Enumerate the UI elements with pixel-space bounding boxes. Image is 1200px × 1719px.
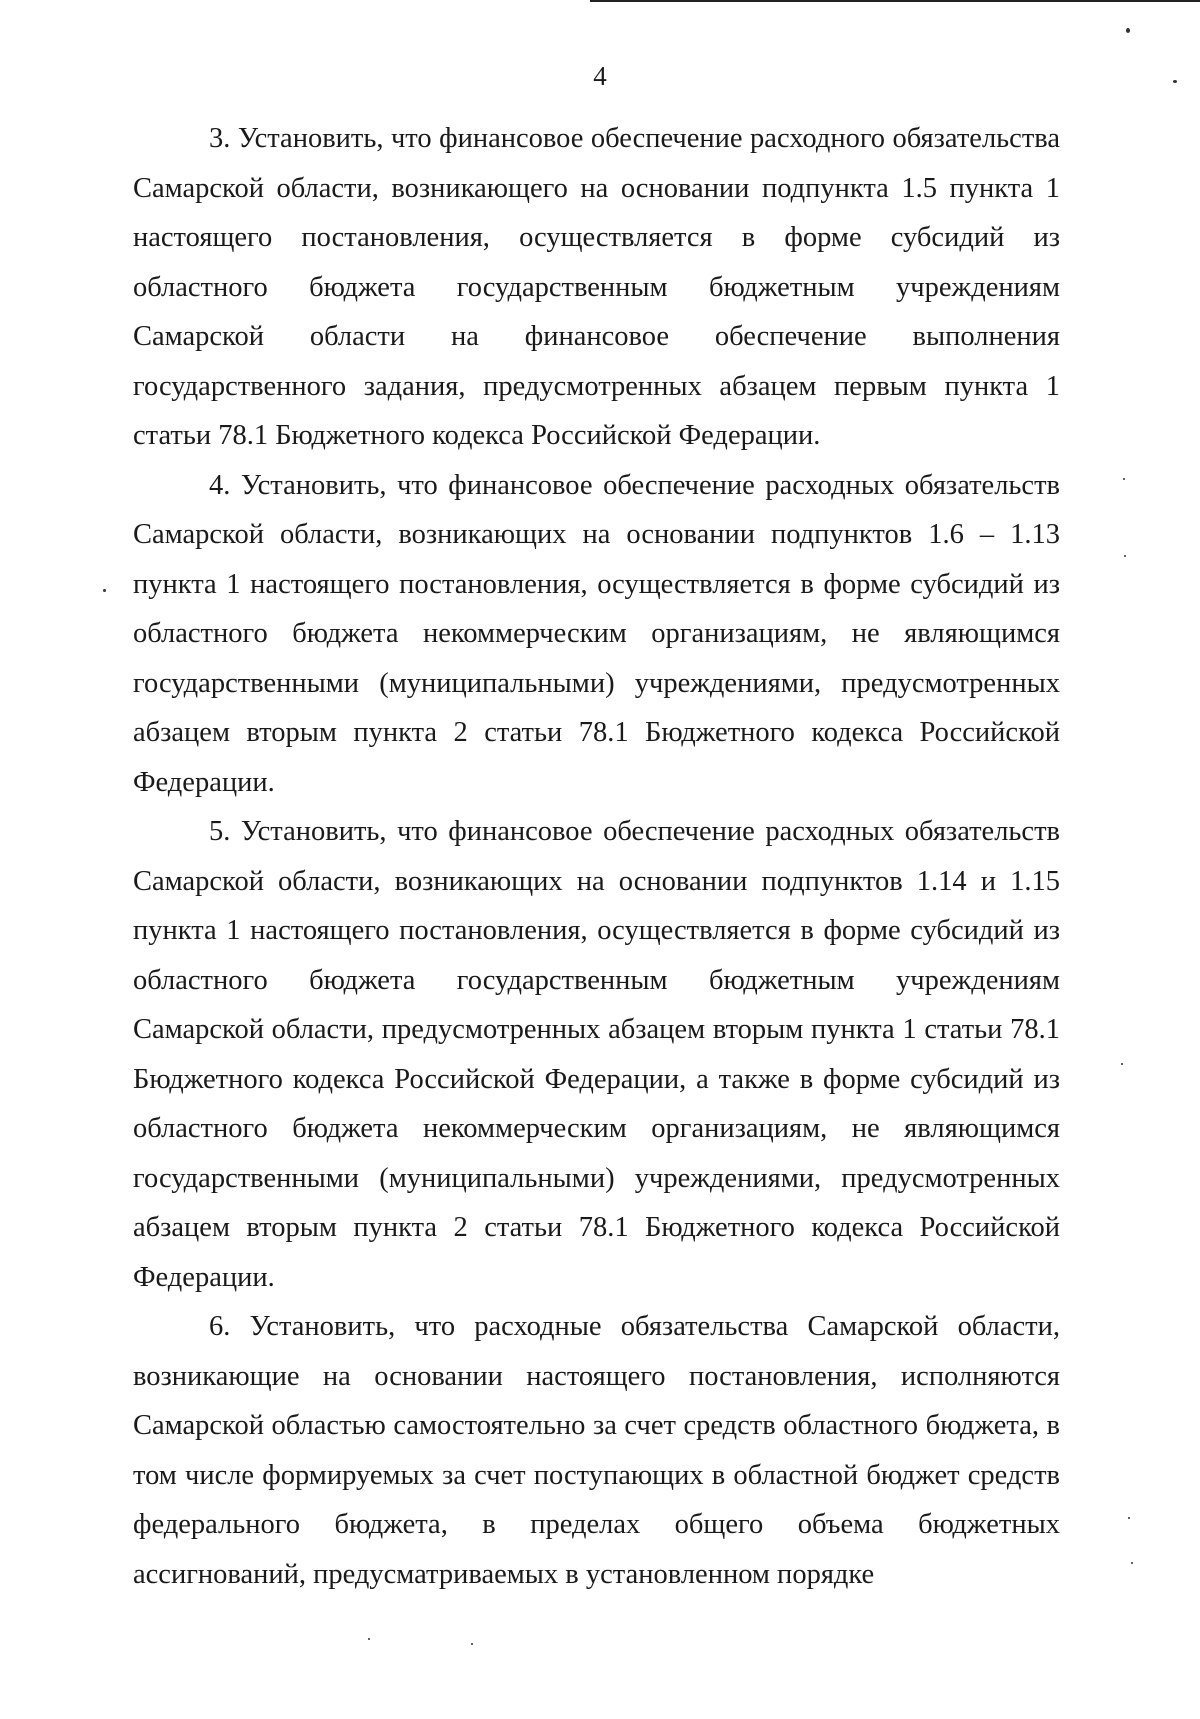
paragraph-3: 3. Установить, что финансовое обеспечение расходного обязательства Самарской области, возникающего на основании подпункта 1.5 пункта 1 настоящего постановления, осуществляется в форме субсидий из областного бюджета государственным бюджетным учреждениям Самарской области на финансовое обеспечение выполнения государственного задания, предусмотренных абзацем первым пункта 1 статьи 78.1 Бюджетного кодекса Российской Федерации. (133, 123, 1060, 451)
scan-speck (1128, 1517, 1130, 1519)
scan-speck (1124, 555, 1126, 557)
scan-edge-line (590, 0, 1200, 2)
scan-speck (1123, 478, 1125, 480)
page-number: 4 (593, 61, 607, 91)
scan-speck (368, 1638, 370, 1640)
document-body (133, 114, 1060, 1599)
paragraph-5: 5. Установить, что финансовое обеспечение расходных обязательств Самарской области, возникающих на основании подпунктов 1.14 и 1.15 пункта 1 настоящего постановления, осуществляется в форме субсидий из областного бюджета государственным бюджетным учреждениям Самарской области, предусмотренных абзацем вторым пункта 1 статьи 78.1 Бюджетного кодекса Российской Федерации, а также в форме субсидий из областного бюджета некоммерческим организациям, не являющимся государственными (муниципальными) учреждениями, предусмотренных абзацем вторым пункта 2 статьи 78.1 Бюджетного кодекса Российской Федерации. (133, 816, 1060, 1293)
paragraph-4: 4. Установить, что финансовое обеспечение расходных обязательств Самарской области, возникающих на основании подпунктов 1.6 – 1.13 пункта 1 настоящего постановления, осуществляется в форме субсидий из областного бюджета некоммерческим организациям, не являющимся государственными (муниципальными) учреждениями, предусмотренных абзацем вторым пункта 2 статьи 78.1 Бюджетного кодекса Российской Федерации. (133, 469, 1060, 798)
scan-speck (471, 1643, 473, 1645)
scan-speck (103, 589, 106, 592)
scan-speck (1121, 1063, 1123, 1065)
scan-speck (1126, 28, 1130, 33)
scan-speck (1173, 80, 1177, 83)
paragraph-6: 6. Установить, что расходные обязательства Самарской области, возникающие на основании настоящего постановления, исполняются Самарской областью самостоятельно за счет средств областного бюджета, в том числе формируемых за счет поступающих в областной бюджет средств федерального бюджета, в пределах общего объема бюджетных ассигнований, предусматриваемых в установленном порядке (133, 1311, 1060, 1590)
scan-speck (1131, 1562, 1133, 1564)
